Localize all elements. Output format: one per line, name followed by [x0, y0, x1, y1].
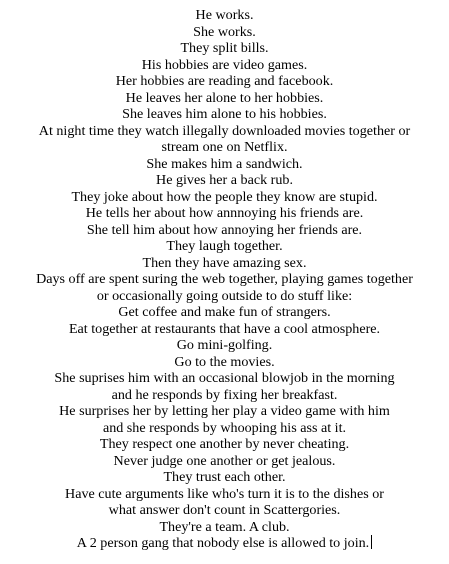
text-line: and she responds by whooping his ass at it. [102, 419, 347, 436]
text-line: and he responds by fixing her breakfast. [111, 386, 338, 403]
text-line: Have cute arguments like who's turn it is to the dishes or [65, 485, 384, 502]
text-line: stream one on Netflix. [161, 139, 288, 155]
text-line: He leaves her alone to her hobbies. [125, 89, 324, 106]
text-line: They respect one another by never cheating. [99, 436, 350, 452]
text-line: or occasionally going outside to do stuff like: [96, 287, 353, 304]
text-line: His hobbies are video games. [141, 56, 308, 73]
text-line: what answer don't count in Scattergories. [108, 502, 341, 518]
text-line-content: A 2 person gang that nobody else is allowed to join. [76, 535, 370, 551]
text-line: They joke about how the people they know are stupid. [71, 188, 378, 205]
text-line: Then they have amazing sex. [142, 254, 307, 271]
text-line: She works. [193, 23, 256, 40]
text-line: She makes him a sandwich. [146, 155, 303, 172]
text-line: Never judge one another or get jealous. [113, 452, 336, 469]
text-line: They're a team. A club. [159, 518, 290, 535]
text-line: Go to the movies. [174, 353, 275, 370]
text-line: They laugh together. [166, 238, 283, 254]
text-line: They trust each other. [163, 469, 286, 485]
text-line: They split bills. [180, 40, 269, 56]
text-line: She tell him about how annoying her friends are. [86, 221, 363, 238]
text-line: Go mini-golfing. [176, 337, 273, 353]
document-page[interactable] [0, 7, 449, 552]
last-text-line [0, 535, 449, 552]
text-line: He surprises her by letting her play a video game with him [59, 403, 390, 419]
text-line: Eat together at restaurants that have a cool atmosphere. [68, 320, 381, 337]
text-line: Get coffee and make fun of strangers. [118, 304, 331, 320]
text-line: He tells her about how annnoying his friends are. [85, 205, 364, 221]
text-line: She suprises him with an occasional blowjob in the morning [54, 370, 395, 386]
text-line: He gives her a back rub. [156, 172, 293, 188]
text-cursor [371, 535, 372, 549]
text-line: He works. [195, 7, 254, 23]
text-line: Days off are spent suring the web together, playing games together [36, 271, 413, 287]
text-line: She leaves him alone to his hobbies. [122, 106, 327, 122]
text-line: At night time they watch illegally downloaded movies together or [38, 122, 411, 139]
text-line: Her hobbies are reading and facebook. [115, 73, 334, 89]
